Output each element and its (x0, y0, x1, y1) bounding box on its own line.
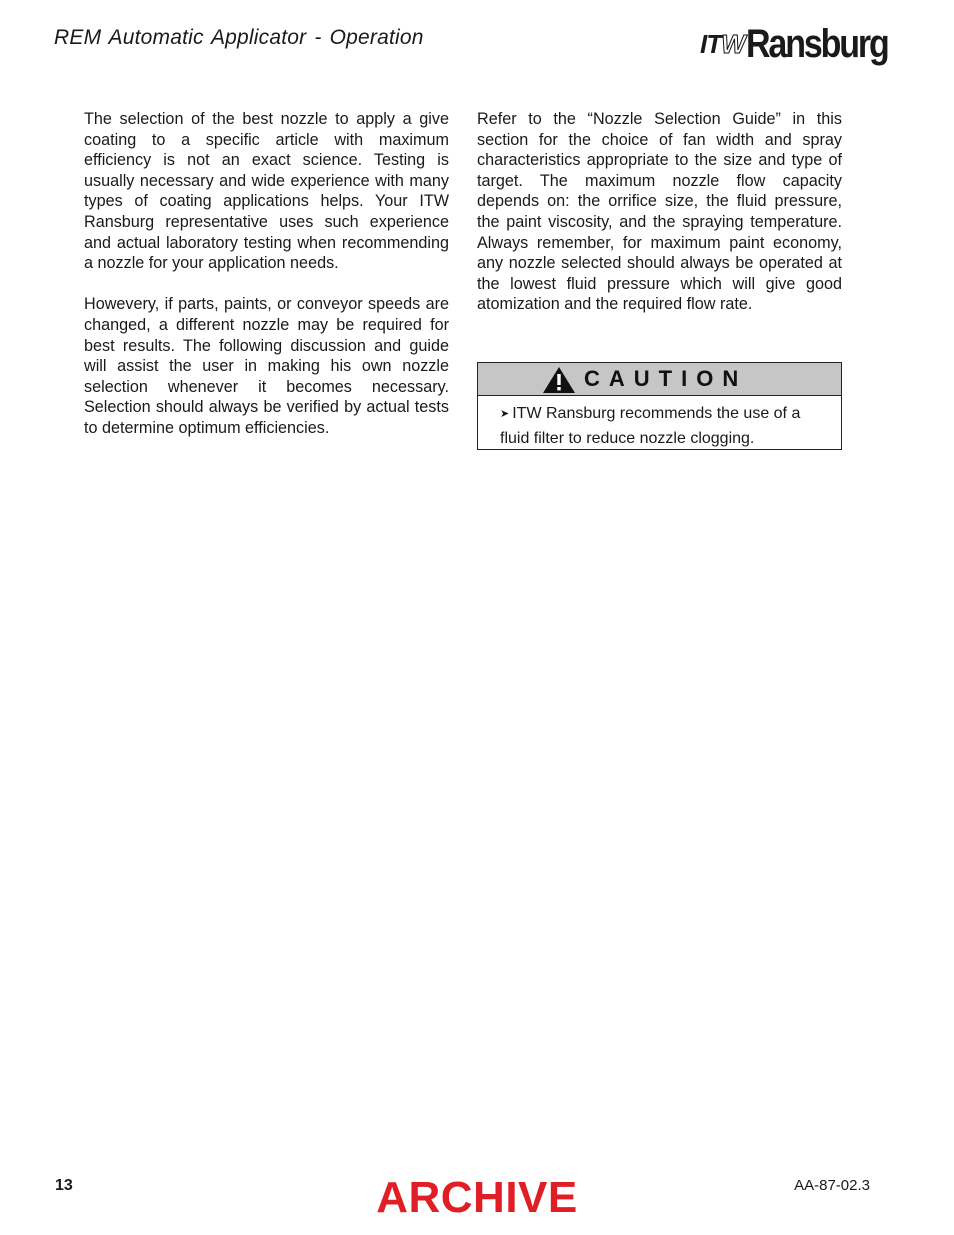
document-number: AA-87-02.3 (794, 1177, 870, 1194)
caution-header (478, 363, 841, 396)
arrow-bullet-icon: ➤ (500, 408, 510, 420)
logo-itw-mark: ITW (700, 29, 745, 59)
caution-box (477, 362, 842, 450)
page-number: 13 (55, 1177, 73, 1194)
caution-title: CAUTION (584, 366, 748, 391)
warning-triangle-icon (542, 366, 576, 394)
page-header-title: REM Automatic Applicator - Operation (54, 26, 424, 49)
right-column (477, 109, 842, 336)
logo-wordmark: Ransburg (745, 22, 888, 66)
itw-ransburg-logo (700, 14, 890, 70)
left-column (84, 109, 449, 459)
paragraph: Howevery, if parts, paints, or conveyor speeds are changed, a different nozzle may be required for best results. The following discussion and guide will assist the user in making his own nozzle selection whenever it becomes necessary. Selection should always be verified by actual tests to determine optimum efficiencies. (84, 295, 449, 437)
paragraph: Refer to the “Nozzle Selection Guide” in this section for the choice of fan width and spray characteristics appropriate to the size and type of target. The maximum nozzle flow capacity depends on: the orrifice size, the fluid pressure, the paint viscosity, and the spraying temperature. Always remember, for maximum paint economy, any nozzle selected should always be operated at the lowest fluid pressure which will give good atomization and the required flow rate. (477, 110, 842, 314)
paragraph: The selection of the best nozzle to apply a give coating to a specific article with maximum efficiency is not an exact science. Testing is usually necessary and wide experience with many types of coating applications helps. Your ITW Ransburg representative uses such experience and actual laboratory testing when recommending a nozzle for your application needs. (84, 110, 449, 273)
archive-watermark: ARCHIVE (376, 1173, 578, 1222)
caution-body (478, 396, 841, 450)
caution-text: ITW Ransburg recommends the use of a fluid filter to reduce nozzle clogging. (500, 405, 801, 447)
